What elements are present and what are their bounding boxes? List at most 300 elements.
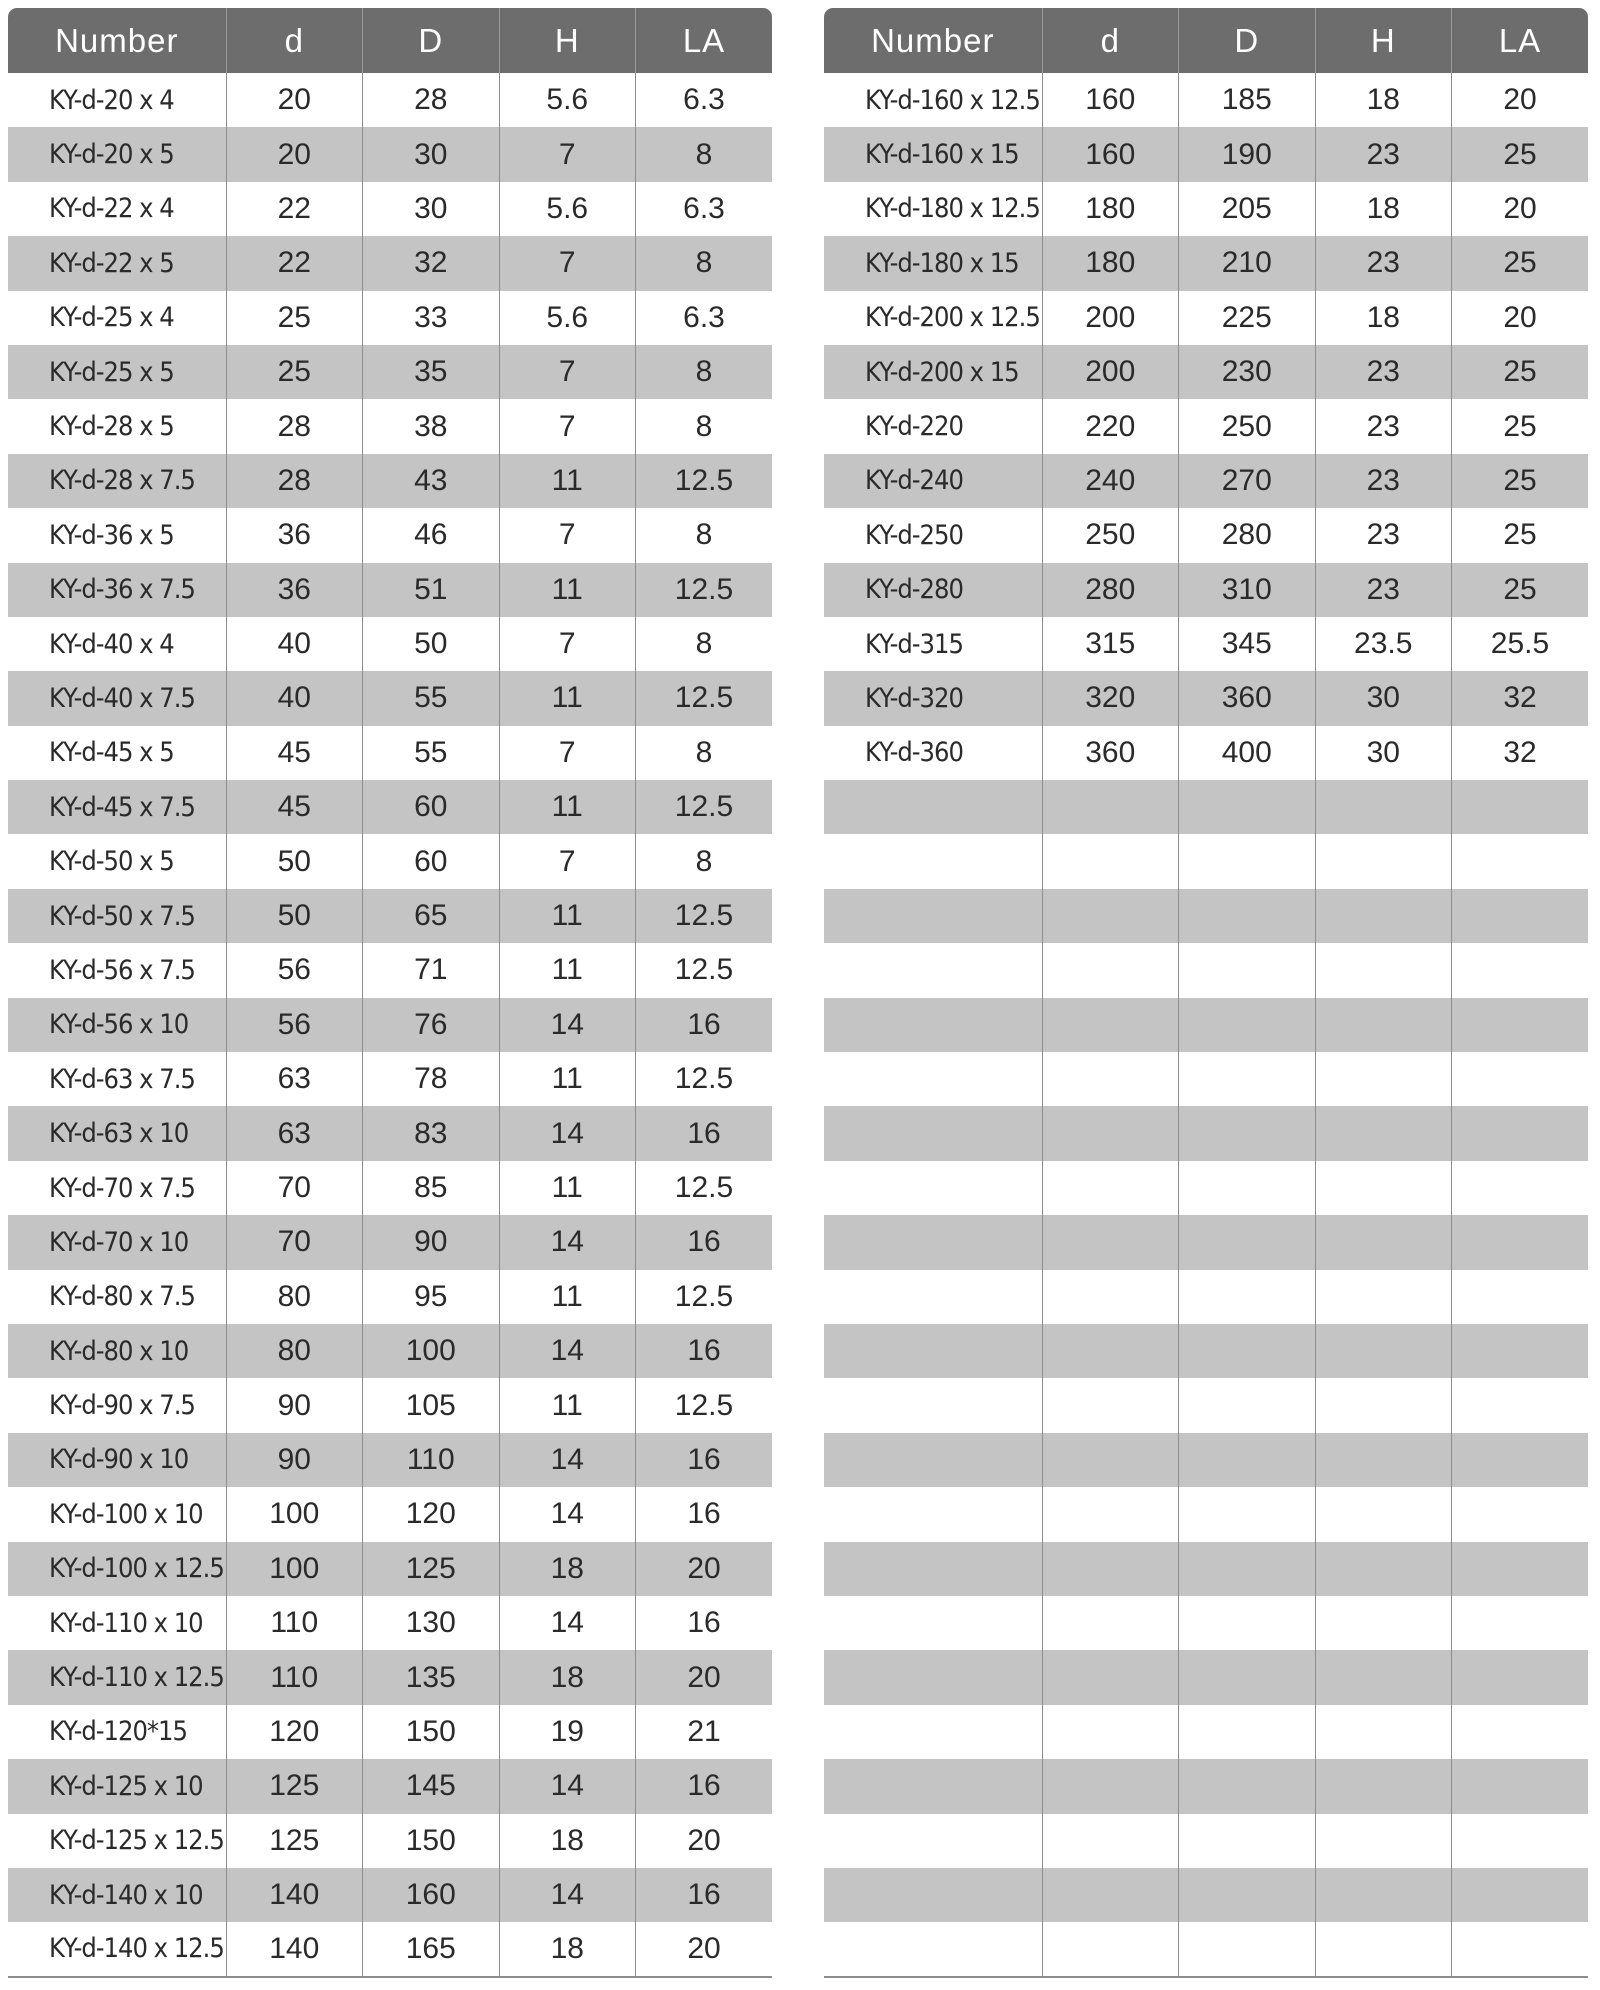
cell-number: KY-d-280 xyxy=(824,563,1042,617)
cell-d: 140 xyxy=(226,1868,363,1922)
cell-D: 160 xyxy=(363,1868,500,1922)
cell-d: 250 xyxy=(1042,508,1179,562)
cell-d: 28 xyxy=(226,454,363,508)
cell-LA: 12.5 xyxy=(636,1052,773,1106)
table-row xyxy=(8,345,772,399)
cell-D: 60 xyxy=(363,834,500,888)
cell-D xyxy=(1179,1161,1316,1215)
cell-LA: 20 xyxy=(636,1650,773,1704)
cell-LA xyxy=(1452,1814,1589,1868)
cell-number xyxy=(824,1433,1042,1487)
cell-number: KY-d-120*15 xyxy=(49,1716,187,1748)
cell-number: KY-d-110 x 12.5 xyxy=(8,1650,226,1704)
cell-number: KY-d-80 x 10 xyxy=(8,1324,226,1378)
table-row xyxy=(824,1052,1588,1106)
cell-number: KY-d-315 xyxy=(865,628,963,660)
cell-D: 65 xyxy=(363,889,500,943)
cell-H xyxy=(1315,1650,1452,1704)
table-row xyxy=(8,182,772,236)
cell-H: 7 xyxy=(499,236,636,290)
cell-LA xyxy=(1452,998,1589,1052)
cell-H xyxy=(1315,834,1452,888)
cell-D xyxy=(1179,1705,1316,1759)
cell-D xyxy=(1179,943,1316,997)
cell-LA: 20 xyxy=(636,1922,773,1976)
cell-number xyxy=(824,1161,1042,1215)
cell-d xyxy=(1042,1650,1179,1704)
cell-number xyxy=(824,1705,1042,1759)
cell-d: 56 xyxy=(226,943,363,997)
table-row xyxy=(8,1433,772,1487)
cell-LA xyxy=(1452,943,1589,997)
cell-LA xyxy=(1452,1215,1589,1269)
cell-H xyxy=(1315,1433,1452,1487)
cell-D: 55 xyxy=(363,726,500,780)
table-row xyxy=(824,1161,1588,1215)
cell-number: KY-d-70 x 10 xyxy=(8,1215,226,1269)
cell-d: 315 xyxy=(1042,617,1179,671)
cell-D: 225 xyxy=(1179,291,1316,345)
cell-D: 150 xyxy=(363,1814,500,1868)
table-row xyxy=(824,127,1588,181)
table-row xyxy=(8,726,772,780)
cell-LA xyxy=(1452,1052,1589,1106)
cell-d: 160 xyxy=(1042,73,1179,127)
cell-D: 150 xyxy=(363,1705,500,1759)
cell-number: KY-d-160 x 12.5 xyxy=(865,84,1040,116)
cell-d: 45 xyxy=(226,726,363,780)
cell-number xyxy=(824,1324,1042,1378)
cell-number xyxy=(824,943,1042,997)
cell-number: KY-d-50 x 5 xyxy=(49,846,174,878)
cell-d xyxy=(1042,1052,1179,1106)
table-row xyxy=(824,1922,1588,1976)
cell-d xyxy=(1042,1378,1179,1432)
cell-H: 23 xyxy=(1315,399,1452,453)
cell-number: KY-d-220 xyxy=(865,411,963,443)
cell-D xyxy=(1179,1324,1316,1378)
table-row xyxy=(824,345,1588,399)
cell-number: KY-d-20 x 4 xyxy=(49,84,174,116)
cell-LA: 8 xyxy=(636,617,773,671)
cell-H: 18 xyxy=(499,1542,636,1596)
cell-LA xyxy=(1452,1324,1589,1378)
cell-H: 18 xyxy=(1315,291,1452,345)
cell-number: KY-d-40 x 7.5 xyxy=(8,671,226,725)
table-row xyxy=(8,1705,772,1759)
cell-H: 14 xyxy=(499,1324,636,1378)
cell-H xyxy=(1315,1542,1452,1596)
cell-d: 220 xyxy=(1042,399,1179,453)
table-row xyxy=(8,1052,772,1106)
cell-LA xyxy=(1452,1542,1589,1596)
cell-number: KY-d-160 x 15 xyxy=(824,127,1042,181)
table-row xyxy=(824,236,1588,290)
cell-LA: 16 xyxy=(636,1868,773,1922)
cell-LA xyxy=(1452,1270,1589,1324)
cell-number: KY-d-63 x 10 xyxy=(8,1106,226,1160)
spec-table-left xyxy=(8,8,772,1978)
table-row xyxy=(824,1433,1588,1487)
cell-d xyxy=(1042,1542,1179,1596)
cell-number xyxy=(824,1759,1042,1813)
cell-LA: 16 xyxy=(636,1487,773,1541)
cell-D: 33 xyxy=(363,291,500,345)
table-row xyxy=(824,454,1588,508)
cell-number: KY-d-50 x 7.5 xyxy=(8,889,226,943)
cell-LA: 20 xyxy=(1452,73,1589,127)
cell-d: 25 xyxy=(226,291,363,345)
cell-LA: 25 xyxy=(1452,236,1589,290)
cell-LA: 32 xyxy=(1452,671,1589,725)
cell-LA: 8 xyxy=(636,726,773,780)
table-row xyxy=(8,1650,772,1704)
table-row xyxy=(824,1378,1588,1432)
cell-D: 76 xyxy=(363,998,500,1052)
cell-number: KY-d-180 x 15 xyxy=(824,236,1042,290)
cell-number xyxy=(824,1650,1042,1704)
header-number: Number xyxy=(824,8,1042,73)
cell-D: 135 xyxy=(363,1650,500,1704)
cell-D: 310 xyxy=(1179,563,1316,617)
cell-number: KY-d-40 x 4 xyxy=(49,628,174,660)
table-row xyxy=(824,617,1588,671)
cell-d: 80 xyxy=(226,1270,363,1324)
cell-D xyxy=(1179,1650,1316,1704)
table-row xyxy=(824,182,1588,236)
cell-D xyxy=(1179,1542,1316,1596)
table-row xyxy=(8,399,772,453)
cell-LA: 20 xyxy=(636,1542,773,1596)
header-d: d xyxy=(1042,8,1179,73)
cell-LA xyxy=(1452,1487,1589,1541)
cell-D: 100 xyxy=(363,1324,500,1378)
table-row xyxy=(8,291,772,345)
table-row xyxy=(8,1378,772,1432)
table-row xyxy=(824,1215,1588,1269)
table-row xyxy=(824,726,1588,780)
cell-D xyxy=(1179,1270,1316,1324)
cell-LA: 25 xyxy=(1452,345,1589,399)
table-row xyxy=(8,73,772,127)
cell-number: KY-d-70 x 7.5 xyxy=(49,1172,195,1204)
cell-D: 30 xyxy=(363,127,500,181)
cell-D: 190 xyxy=(1179,127,1316,181)
cell-H: 18 xyxy=(499,1814,636,1868)
cell-LA: 25 xyxy=(1452,563,1589,617)
table-row xyxy=(824,671,1588,725)
header-LA: LA xyxy=(1452,8,1589,73)
cell-d: 20 xyxy=(226,73,363,127)
cell-LA: 8 xyxy=(636,236,773,290)
cell-D xyxy=(1179,1215,1316,1269)
cell-number: KY-d-110 x 10 xyxy=(49,1607,203,1639)
cell-number: KY-d-63 x 7.5 xyxy=(49,1063,195,1095)
cell-number xyxy=(824,1814,1042,1868)
header-D: D xyxy=(1179,8,1316,73)
cell-H xyxy=(1315,1487,1452,1541)
cell-d: 20 xyxy=(226,127,363,181)
cell-d: 63 xyxy=(226,1106,363,1160)
cell-d: 125 xyxy=(226,1814,363,1868)
table-row xyxy=(8,1161,772,1215)
cell-LA: 25 xyxy=(1452,127,1589,181)
cell-D xyxy=(1179,1487,1316,1541)
cell-LA xyxy=(1452,1922,1589,1976)
cell-LA: 16 xyxy=(636,1215,773,1269)
table-row xyxy=(8,1487,772,1541)
cell-d: 110 xyxy=(226,1650,363,1704)
cell-number: KY-d-100 x 10 xyxy=(49,1498,203,1530)
cell-D: 50 xyxy=(363,617,500,671)
cell-H: 14 xyxy=(499,1596,636,1650)
table-row xyxy=(824,1759,1588,1813)
table-row xyxy=(8,943,772,997)
cell-LA: 25 xyxy=(1452,508,1589,562)
cell-D: 165 xyxy=(363,1922,500,1976)
cell-d xyxy=(1042,1161,1179,1215)
cell-D: 35 xyxy=(363,345,500,399)
cell-D: 185 xyxy=(1179,73,1316,127)
cell-LA xyxy=(1452,1433,1589,1487)
cell-number: KY-d-180 x 12.5 xyxy=(865,193,1040,225)
cell-LA: 12.5 xyxy=(636,454,773,508)
table-row xyxy=(8,1215,772,1269)
cell-d: 36 xyxy=(226,563,363,617)
header-H: H xyxy=(499,8,636,73)
cell-d xyxy=(1042,943,1179,997)
cell-H: 23.5 xyxy=(1315,617,1452,671)
cell-H xyxy=(1315,780,1452,834)
cell-number: KY-d-250 xyxy=(865,519,963,551)
header-LA: LA xyxy=(636,8,773,73)
cell-d xyxy=(1042,998,1179,1052)
cell-LA: 8 xyxy=(636,834,773,888)
cell-number xyxy=(824,889,1042,943)
table-row xyxy=(8,998,772,1052)
table-row xyxy=(8,671,772,725)
cell-d: 40 xyxy=(226,671,363,725)
cell-LA: 12.5 xyxy=(636,671,773,725)
table-row xyxy=(8,1759,772,1813)
cell-H: 18 xyxy=(1315,73,1452,127)
cell-H: 11 xyxy=(499,563,636,617)
cell-d: 100 xyxy=(226,1542,363,1596)
cell-number xyxy=(824,834,1042,888)
table-row xyxy=(8,454,772,508)
cell-number xyxy=(824,1542,1042,1596)
cell-H: 7 xyxy=(499,726,636,780)
cell-H xyxy=(1315,1378,1452,1432)
cell-number: KY-d-240 xyxy=(824,454,1042,508)
cell-LA: 12.5 xyxy=(636,1378,773,1432)
cell-LA: 16 xyxy=(636,1433,773,1487)
cell-LA: 12.5 xyxy=(636,1270,773,1324)
cell-LA xyxy=(1452,780,1589,834)
cell-d xyxy=(1042,1215,1179,1269)
cell-D xyxy=(1179,1106,1316,1160)
table-row xyxy=(8,834,772,888)
cell-H: 23 xyxy=(1315,508,1452,562)
cell-H xyxy=(1315,1868,1452,1922)
cell-H: 11 xyxy=(499,671,636,725)
table-row xyxy=(8,127,772,181)
table-row xyxy=(8,1596,772,1650)
cell-H: 14 xyxy=(499,1759,636,1813)
cell-H xyxy=(1315,1215,1452,1269)
cell-LA xyxy=(1452,1759,1589,1813)
cell-d: 36 xyxy=(226,508,363,562)
cell-d xyxy=(1042,834,1179,888)
cell-LA xyxy=(1452,1650,1589,1704)
table-row xyxy=(824,399,1588,453)
cell-d xyxy=(1042,1596,1179,1650)
table-row xyxy=(824,998,1588,1052)
cell-number: KY-d-125 x 12.5 xyxy=(49,1825,224,1857)
cell-number: KY-d-20 x 5 xyxy=(8,127,226,181)
cell-number: KY-d-90 x 7.5 xyxy=(49,1390,195,1422)
table-row xyxy=(824,563,1588,617)
cell-LA: 6.3 xyxy=(636,182,773,236)
cell-d xyxy=(1042,1868,1179,1922)
cell-number: KY-d-22 x 4 xyxy=(49,193,174,225)
cell-LA: 25 xyxy=(1452,399,1589,453)
table-row xyxy=(824,1106,1588,1160)
cell-LA: 20 xyxy=(1452,291,1589,345)
cell-d xyxy=(1042,1487,1179,1541)
cell-number: KY-d-360 xyxy=(865,737,963,769)
cell-D: 46 xyxy=(363,508,500,562)
table-row xyxy=(8,236,772,290)
table-row xyxy=(8,1324,772,1378)
cell-D xyxy=(1179,1596,1316,1650)
cell-D xyxy=(1179,1814,1316,1868)
cell-H: 7 xyxy=(499,345,636,399)
cell-number: KY-d-100 x 12.5 xyxy=(8,1542,226,1596)
cell-D xyxy=(1179,998,1316,1052)
table-row xyxy=(824,508,1588,562)
cell-H xyxy=(1315,998,1452,1052)
cell-LA: 12.5 xyxy=(636,1161,773,1215)
cell-d: 70 xyxy=(226,1215,363,1269)
table-row xyxy=(8,1270,772,1324)
cell-d: 320 xyxy=(1042,671,1179,725)
cell-d xyxy=(1042,1106,1179,1160)
cell-D: 345 xyxy=(1179,617,1316,671)
header-number: Number xyxy=(8,8,226,73)
table-header-row xyxy=(824,8,1588,73)
cell-LA: 6.3 xyxy=(636,73,773,127)
table-row xyxy=(8,1542,772,1596)
cell-d xyxy=(1042,1705,1179,1759)
table-row xyxy=(8,780,772,834)
cell-D: 60 xyxy=(363,780,500,834)
header-D: D xyxy=(363,8,500,73)
table-row xyxy=(824,1487,1588,1541)
table-row xyxy=(8,563,772,617)
cell-D xyxy=(1179,889,1316,943)
cell-d xyxy=(1042,1759,1179,1813)
cell-d: 90 xyxy=(226,1378,363,1432)
cell-LA: 20 xyxy=(1452,182,1589,236)
cell-d: 63 xyxy=(226,1052,363,1106)
cell-d: 90 xyxy=(226,1433,363,1487)
table-row xyxy=(824,291,1588,345)
cell-LA: 8 xyxy=(636,345,773,399)
cell-D: 105 xyxy=(363,1378,500,1432)
cell-d xyxy=(1042,1270,1179,1324)
cell-D: 125 xyxy=(363,1542,500,1596)
cell-LA: 21 xyxy=(636,1705,773,1759)
cell-number: KY-d-28 x 5 xyxy=(49,411,174,443)
cell-d: 100 xyxy=(226,1487,363,1541)
cell-LA xyxy=(1452,1596,1589,1650)
cell-D: 32 xyxy=(363,236,500,290)
cell-LA: 16 xyxy=(636,1596,773,1650)
cell-LA xyxy=(1452,1868,1589,1922)
cell-number: KY-d-56 x 7.5 xyxy=(49,954,195,986)
cell-d: 110 xyxy=(226,1596,363,1650)
cell-H xyxy=(1315,889,1452,943)
cell-D: 400 xyxy=(1179,726,1316,780)
cell-number: KY-d-28 x 7.5 xyxy=(8,454,226,508)
cell-D: 51 xyxy=(363,563,500,617)
cell-d xyxy=(1042,780,1179,834)
cell-H: 11 xyxy=(499,1161,636,1215)
table-row xyxy=(8,617,772,671)
cell-H: 23 xyxy=(1315,345,1452,399)
cell-number: KY-d-25 x 5 xyxy=(8,345,226,399)
table-row xyxy=(824,780,1588,834)
cell-d: 25 xyxy=(226,345,363,399)
cell-number: KY-d-200 x 12.5 xyxy=(865,302,1040,334)
cell-D: 95 xyxy=(363,1270,500,1324)
cell-LA xyxy=(1452,1705,1589,1759)
cell-d: 70 xyxy=(226,1161,363,1215)
cell-H: 14 xyxy=(499,1433,636,1487)
cell-D: 270 xyxy=(1179,454,1316,508)
cell-D: 280 xyxy=(1179,508,1316,562)
cell-D: 83 xyxy=(363,1106,500,1160)
cell-d: 50 xyxy=(226,889,363,943)
cell-H: 11 xyxy=(499,1378,636,1432)
cell-H: 11 xyxy=(499,454,636,508)
cell-D: 78 xyxy=(363,1052,500,1106)
cell-LA: 16 xyxy=(636,1759,773,1813)
cell-d xyxy=(1042,1324,1179,1378)
table-row xyxy=(824,943,1588,997)
cell-number: KY-d-56 x 10 xyxy=(8,998,226,1052)
table-row xyxy=(8,1868,772,1922)
cell-LA xyxy=(1452,1378,1589,1432)
cell-D xyxy=(1179,1433,1316,1487)
cell-LA: 8 xyxy=(636,399,773,453)
cell-d: 28 xyxy=(226,399,363,453)
cell-number xyxy=(824,1215,1042,1269)
cell-d: 45 xyxy=(226,780,363,834)
cell-LA xyxy=(1452,1106,1589,1160)
cell-d: 360 xyxy=(1042,726,1179,780)
cell-d xyxy=(1042,1814,1179,1868)
cell-number xyxy=(824,1487,1042,1541)
table-row xyxy=(824,834,1588,888)
cell-LA: 8 xyxy=(636,508,773,562)
cell-d: 125 xyxy=(226,1759,363,1813)
cell-D xyxy=(1179,1759,1316,1813)
cell-LA: 12.5 xyxy=(636,563,773,617)
cell-H: 14 xyxy=(499,1106,636,1160)
table-row xyxy=(824,1270,1588,1324)
